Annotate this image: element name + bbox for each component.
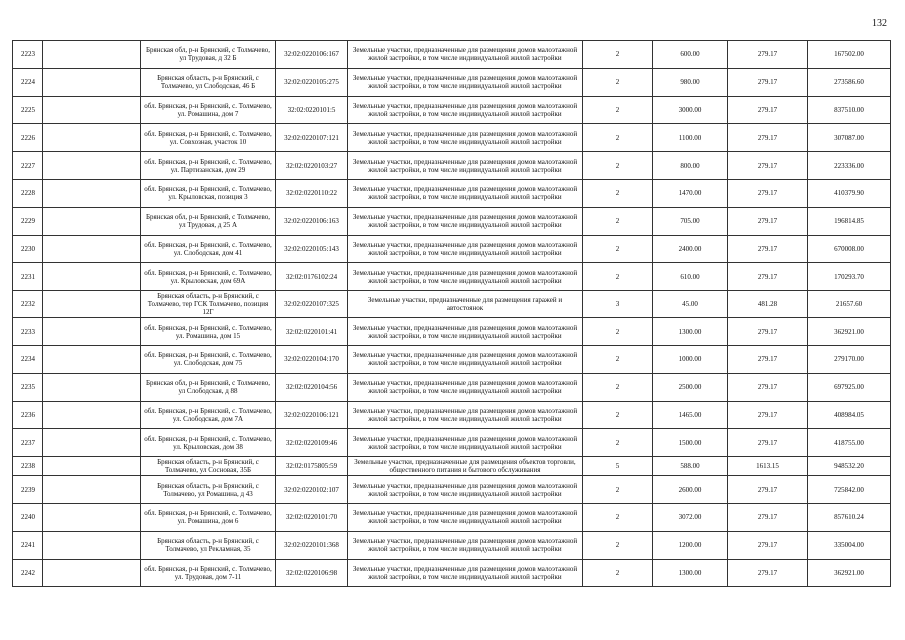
- cell-empty: [43, 124, 141, 152]
- cell-land-use: Земельные участки, предназначенные для размещения домов малоэтажной жилой застройки, в том числе индивидуальной жилой застройки: [348, 559, 583, 587]
- cell-area: 3000.00: [653, 96, 728, 124]
- cell-cadastral-value: 196814.85: [808, 207, 891, 235]
- cell-address: обл. Брянская, р-н Брянский, с. Толмачево, ул. Трудовая, дом 7-11: [141, 559, 276, 587]
- cell-group: 3: [583, 291, 653, 318]
- table-row: [13, 503, 891, 531]
- cell-number: 2226: [13, 124, 43, 152]
- table-row: [13, 559, 891, 587]
- cell-land-use: Земельные участки, предназначенные для размещения домов малоэтажной жилой застройки, в том числе индивидуальной жилой застройки: [348, 401, 583, 429]
- cell-specific-value: 279.17: [728, 429, 808, 457]
- table-row: [13, 96, 891, 124]
- cell-cadastral-value: 362921.00: [808, 559, 891, 587]
- cell-area: 2600.00: [653, 476, 728, 504]
- cell-area: 1000.00: [653, 345, 728, 373]
- cell-specific-value: 279.17: [728, 559, 808, 587]
- cell-group: 2: [583, 68, 653, 96]
- cell-land-use: Земельные участки, предназначенные для размещения домов малоэтажной жилой застройки, в том числе индивидуальной жилой застройки: [348, 68, 583, 96]
- cell-specific-value: 279.17: [728, 207, 808, 235]
- cell-address: обл. Брянская, р-н Брянский, с. Толмачево, ул. Слободская, дом 75: [141, 345, 276, 373]
- cell-specific-value: 279.17: [728, 531, 808, 559]
- cell-cadastral-value: 418755.00: [808, 429, 891, 457]
- cell-cadastral-value: 21657.60: [808, 291, 891, 318]
- cell-specific-value: 279.17: [728, 152, 808, 180]
- cell-specific-value: 279.17: [728, 179, 808, 207]
- cell-empty: [43, 263, 141, 291]
- cell-group: 2: [583, 429, 653, 457]
- cell-land-use: Земельные участки, предназначенные для размещения домов малоэтажной жилой застройки, в том числе индивидуальной жилой застройки: [348, 41, 583, 69]
- cell-cadastral-value: 948532.20: [808, 457, 891, 476]
- cell-number: 2229: [13, 207, 43, 235]
- cell-cadastral-number: 32:02:0220109:46: [276, 429, 348, 457]
- cell-cadastral-value: 170293.70: [808, 263, 891, 291]
- cell-land-use: Земельные участки, предназначенные для размещения домов малоэтажной жилой застройки, в том числе индивидуальной жилой застройки: [348, 235, 583, 263]
- cell-group: 2: [583, 179, 653, 207]
- cell-land-use: Земельные участки, предназначенные для размещения гаражей и автостоянок: [348, 291, 583, 318]
- cell-land-use: Земельные участки, предназначенные для размещения домов малоэтажной жилой застройки, в том числе индивидуальной жилой застройки: [348, 96, 583, 124]
- cell-number: 2239: [13, 476, 43, 504]
- cell-land-use: Земельные участки, предназначенные для размещения домов малоэтажной жилой застройки, в том числе индивидуальной жилой застройки: [348, 373, 583, 401]
- cell-group: 2: [583, 124, 653, 152]
- cell-number: 2233: [13, 318, 43, 346]
- cell-specific-value: 279.17: [728, 373, 808, 401]
- cell-address: обл. Брянская, р-н Брянский, с. Толмачево, ул. Слободская, дом 41: [141, 235, 276, 263]
- cell-area: 705.00: [653, 207, 728, 235]
- cell-specific-value: 279.17: [728, 401, 808, 429]
- cell-cadastral-number: 32:02:0220106:98: [276, 559, 348, 587]
- table-row: [13, 345, 891, 373]
- cell-area: 588.00: [653, 457, 728, 476]
- cell-empty: [43, 373, 141, 401]
- cell-group: 5: [583, 457, 653, 476]
- cell-cadastral-number: 32:02:0220107:325: [276, 291, 348, 318]
- cell-empty: [43, 152, 141, 180]
- table-row: [13, 68, 891, 96]
- table-row: [13, 235, 891, 263]
- cell-group: 2: [583, 207, 653, 235]
- cell-address: обл. Брянская, р-н Брянский, с. Толмачево, ул. Крыловская, позиция 3: [141, 179, 276, 207]
- cell-cadastral-number: 32:02:0220105:275: [276, 68, 348, 96]
- cell-cadastral-value: 837510.00: [808, 96, 891, 124]
- cell-specific-value: 279.17: [728, 263, 808, 291]
- cell-empty: [43, 68, 141, 96]
- cell-group: 2: [583, 401, 653, 429]
- cell-cadastral-number: 32:02:0176102:24: [276, 263, 348, 291]
- cell-number: 2223: [13, 41, 43, 69]
- cell-area: 1300.00: [653, 559, 728, 587]
- cell-number: 2241: [13, 531, 43, 559]
- cell-empty: [43, 318, 141, 346]
- cell-cadastral-value: 307087.00: [808, 124, 891, 152]
- cell-land-use: Земельные участки, предназначенные для размещения домов малоэтажной жилой застройки, в том числе индивидуальной жилой застройки: [348, 263, 583, 291]
- cell-land-use: Земельные участки, предназначенные для размещения домов малоэтажной жилой застройки, в том числе индивидуальной жилой застройки: [348, 124, 583, 152]
- cell-area: 1100.00: [653, 124, 728, 152]
- cell-cadastral-number: 32:02:0220101:5: [276, 96, 348, 124]
- cell-cadastral-number: 32:02:0220110:22: [276, 179, 348, 207]
- cell-area: 1470.00: [653, 179, 728, 207]
- cell-land-use: Земельные участки, предназначенные для размещения домов малоэтажной жилой застройки, в том числе индивидуальной жилой застройки: [348, 152, 583, 180]
- cell-number: 2230: [13, 235, 43, 263]
- cell-specific-value: 279.17: [728, 41, 808, 69]
- cell-group: 2: [583, 41, 653, 69]
- table-row: [13, 152, 891, 180]
- table-body: [13, 41, 891, 587]
- cell-group: 2: [583, 373, 653, 401]
- cell-cadastral-number: 32:02:0220107:121: [276, 124, 348, 152]
- cell-address: обл. Брянская, р-н Брянский, с. Толмачево, ул. Ромашина, дом 6: [141, 503, 276, 531]
- cell-specific-value: 1613.15: [728, 457, 808, 476]
- cell-address: Брянская обл, р-н Брянский, с Толмачево, ул Трудовая, д 32 Б: [141, 41, 276, 69]
- table-row: [13, 318, 891, 346]
- cell-number: 2231: [13, 263, 43, 291]
- cell-empty: [43, 457, 141, 476]
- cell-cadastral-value: 670008.00: [808, 235, 891, 263]
- table-row: [13, 207, 891, 235]
- cell-land-use: Земельные участки, предназначенные для размещения домов малоэтажной жилой застройки, в том числе индивидуальной жилой застройки: [348, 531, 583, 559]
- table-row: [13, 41, 891, 69]
- cell-group: 2: [583, 531, 653, 559]
- cell-cadastral-number: 32:02:0175805:59: [276, 457, 348, 476]
- table-row: [13, 457, 891, 476]
- cell-empty: [43, 401, 141, 429]
- cell-group: 2: [583, 503, 653, 531]
- cell-empty: [43, 429, 141, 457]
- cell-empty: [43, 503, 141, 531]
- cell-cadastral-number: 32:02:0220101:41: [276, 318, 348, 346]
- cell-specific-value: 279.17: [728, 68, 808, 96]
- cell-cadastral-number: 32:02:0220106:121: [276, 401, 348, 429]
- cell-group: 2: [583, 263, 653, 291]
- cell-specific-value: 279.17: [728, 96, 808, 124]
- table-row: [13, 401, 891, 429]
- cell-cadastral-value: 725842.00: [808, 476, 891, 504]
- cell-address: Брянская обл, р-н Брянский, с Толмачево, ул Слободская, д 88: [141, 373, 276, 401]
- cell-area: 1465.00: [653, 401, 728, 429]
- cell-land-use: Земельные участки, предназначенные для размещения домов малоэтажной жилой застройки, в том числе индивидуальной жилой застройки: [348, 179, 583, 207]
- cell-address: Брянская область, р-н Брянский, с Толмачево, ул Рекламная, 35: [141, 531, 276, 559]
- table-row: [13, 124, 891, 152]
- cell-number: 2234: [13, 345, 43, 373]
- cell-group: 2: [583, 476, 653, 504]
- cell-group: 2: [583, 152, 653, 180]
- land-registry-table: [12, 40, 891, 587]
- cell-empty: [43, 291, 141, 318]
- cell-land-use: Земельные участки, предназначенные для размещения домов малоэтажной жилой застройки, в том числе индивидуальной жилой застройки: [348, 476, 583, 504]
- cell-empty: [43, 235, 141, 263]
- cell-specific-value: 279.17: [728, 503, 808, 531]
- cell-cadastral-number: 32:02:0220102:107: [276, 476, 348, 504]
- cell-cadastral-value: 273586.60: [808, 68, 891, 96]
- cell-address: Брянская область, р-н Брянский, с Толмачево, ул Ромашина, д 43: [141, 476, 276, 504]
- cell-cadastral-value: 167502.00: [808, 41, 891, 69]
- cell-land-use: Земельные участки, предназначенные для размещения домов малоэтажной жилой застройки, в том числе индивидуальной жилой застройки: [348, 318, 583, 346]
- cell-group: 2: [583, 318, 653, 346]
- cell-address: обл. Брянская, р-н Брянский, с. Толмачево, ул. Ромашина, дом 15: [141, 318, 276, 346]
- cell-specific-value: 279.17: [728, 235, 808, 263]
- cell-empty: [43, 531, 141, 559]
- cell-empty: [43, 476, 141, 504]
- table-row: [13, 373, 891, 401]
- cell-area: 45.00: [653, 291, 728, 318]
- cell-cadastral-number: 32:02:0220104:56: [276, 373, 348, 401]
- table-row: [13, 429, 891, 457]
- cell-specific-value: 481.28: [728, 291, 808, 318]
- cell-empty: [43, 559, 141, 587]
- cell-address: Брянская область, р-н Брянский, с Толмачево, ул Слободская, 46 Б: [141, 68, 276, 96]
- cell-area: 800.00: [653, 152, 728, 180]
- cell-address: обл. Брянская, р-н Брянский, с. Толмачево, ул. Крыловская, дом 69А: [141, 263, 276, 291]
- cell-number: 2237: [13, 429, 43, 457]
- cell-cadastral-number: 32:02:0220104:170: [276, 345, 348, 373]
- table-row: [13, 531, 891, 559]
- cell-area: 2500.00: [653, 373, 728, 401]
- cell-cadastral-value: 362921.00: [808, 318, 891, 346]
- cell-cadastral-number: 32:02:0220103:27: [276, 152, 348, 180]
- cell-number: 2242: [13, 559, 43, 587]
- cell-address: Брянская область, р-н Брянский, с Толмачево, ул Сосновая, 35Б: [141, 457, 276, 476]
- cell-number: 2227: [13, 152, 43, 180]
- cell-cadastral-value: 410379.90: [808, 179, 891, 207]
- table-row: [13, 179, 891, 207]
- cell-cadastral-value: 279170.00: [808, 345, 891, 373]
- cell-cadastral-number: 32:02:0220101:70: [276, 503, 348, 531]
- cell-address: Брянская обл, р-н Брянский, с Толмачево, ул Трудовая, д 25 А: [141, 207, 276, 235]
- cell-group: 2: [583, 96, 653, 124]
- cell-cadastral-value: 335004.00: [808, 531, 891, 559]
- cell-group: 2: [583, 235, 653, 263]
- cell-area: 1200.00: [653, 531, 728, 559]
- cell-address: Брянская область, р-н Брянский, с Толмачево, тер ГСК Толмачево, позиция 12Г: [141, 291, 276, 318]
- cell-empty: [43, 96, 141, 124]
- cell-area: 2400.00: [653, 235, 728, 263]
- cell-number: 2235: [13, 373, 43, 401]
- cell-area: 1500.00: [653, 429, 728, 457]
- cell-address: обл. Брянская, р-н Брянский, с. Толмачево, ул. Ромашина, дом 7: [141, 96, 276, 124]
- cell-land-use: Земельные участки, предназначенные для размещения домов малоэтажной жилой застройки, в том числе индивидуальной жилой застройки: [348, 429, 583, 457]
- cell-empty: [43, 207, 141, 235]
- cell-cadastral-value: 408984.05: [808, 401, 891, 429]
- page-number: 132: [872, 18, 887, 29]
- cell-address: обл. Брянская, р-н Брянский, с. Толмачево, ул. Партизанская, дом 29: [141, 152, 276, 180]
- cell-land-use: Земельные участки, предназначенные для размещения объектов торговли, общественного питания и бытового обслуживания: [348, 457, 583, 476]
- cell-empty: [43, 179, 141, 207]
- cell-land-use: Земельные участки, предназначенные для размещения домов малоэтажной жилой застройки, в том числе индивидуальной жилой застройки: [348, 207, 583, 235]
- cell-cadastral-number: 32:02:0220101:368: [276, 531, 348, 559]
- cell-cadastral-value: 223336.00: [808, 152, 891, 180]
- cell-cadastral-number: 32:02:0220106:167: [276, 41, 348, 69]
- cell-number: 2236: [13, 401, 43, 429]
- cell-cadastral-number: 32:02:0220106:163: [276, 207, 348, 235]
- cell-number: 2238: [13, 457, 43, 476]
- cell-cadastral-value: 697925.00: [808, 373, 891, 401]
- cell-number: 2240: [13, 503, 43, 531]
- cell-number: 2228: [13, 179, 43, 207]
- cell-land-use: Земельные участки, предназначенные для размещения домов малоэтажной жилой застройки, в том числе индивидуальной жилой застройки: [348, 345, 583, 373]
- table-row: [13, 263, 891, 291]
- cell-specific-value: 279.17: [728, 318, 808, 346]
- cell-empty: [43, 41, 141, 69]
- cell-area: 610.00: [653, 263, 728, 291]
- cell-address: обл. Брянская, р-н Брянский, с. Толмачево, ул. Совхозная, участок 10: [141, 124, 276, 152]
- cell-address: обл. Брянская, р-н Брянский, с. Толмачево, ул. Слободская, дом 7А: [141, 401, 276, 429]
- cell-number: 2224: [13, 68, 43, 96]
- table-row: [13, 476, 891, 504]
- cell-area: 1300.00: [653, 318, 728, 346]
- cell-specific-value: 279.17: [728, 476, 808, 504]
- table-row: [13, 291, 891, 318]
- cell-address: обл. Брянская, р-н Брянский, с. Толмачево, ул. Крыловская, дом 38: [141, 429, 276, 457]
- cell-land-use: Земельные участки, предназначенные для размещения домов малоэтажной жилой застройки, в том числе индивидуальной жилой застройки: [348, 503, 583, 531]
- cell-group: 2: [583, 345, 653, 373]
- cell-specific-value: 279.17: [728, 345, 808, 373]
- cell-specific-value: 279.17: [728, 124, 808, 152]
- cell-cadastral-value: 857610.24: [808, 503, 891, 531]
- cell-group: 2: [583, 559, 653, 587]
- cell-cadastral-number: 32:02:0220105:143: [276, 235, 348, 263]
- cell-number: 2225: [13, 96, 43, 124]
- cell-empty: [43, 345, 141, 373]
- cell-area: 600.00: [653, 41, 728, 69]
- cell-number: 2232: [13, 291, 43, 318]
- cell-area: 980.00: [653, 68, 728, 96]
- cell-area: 3072.00: [653, 503, 728, 531]
